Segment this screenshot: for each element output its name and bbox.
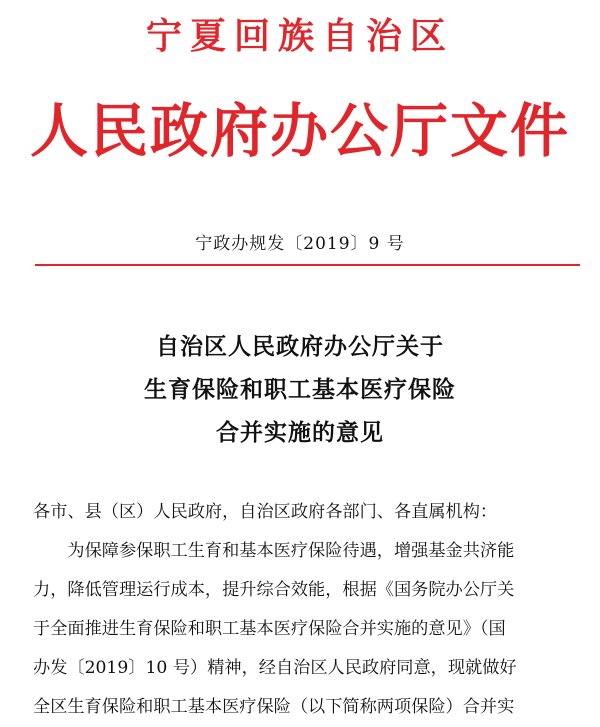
issuer-name-line2: 人民政府办公厅文件 <box>29 97 570 165</box>
document-title-line3: 合并实施的意见 <box>216 419 384 446</box>
document-title-line1: 自治区人民政府办公厅关于 <box>156 333 444 360</box>
issuer-name-line1: 宁夏回族自治区 <box>145 15 454 57</box>
body-line: 于全面推进生育保险和职工基本医疗保险合并实施的意见》（国 <box>33 619 506 639</box>
salutation: 各市、县（区）人民政府，自治区政府各部门、各直属机构： <box>33 502 498 522</box>
body-line: 力，降低管理运行成本，提升综合效能，根据《国务院办公厅关 <box>33 580 515 600</box>
body-line: 为保障参保职工生育和基本医疗保险待遇，增强基金共济能 <box>67 541 515 561</box>
body-line: 全区生育保险和职工基本医疗保险（以下简称两项保险）合并实 <box>33 697 515 717</box>
document-number: 宁政办规发〔2019〕9 号 <box>195 234 405 254</box>
red-header-divider <box>35 264 580 266</box>
body-line: 办发〔2019〕10 号）精神，经自治区人民政府同意，现就做好 <box>33 658 517 678</box>
document-title-line2: 生育保险和职工基本医疗保险 <box>144 376 456 403</box>
